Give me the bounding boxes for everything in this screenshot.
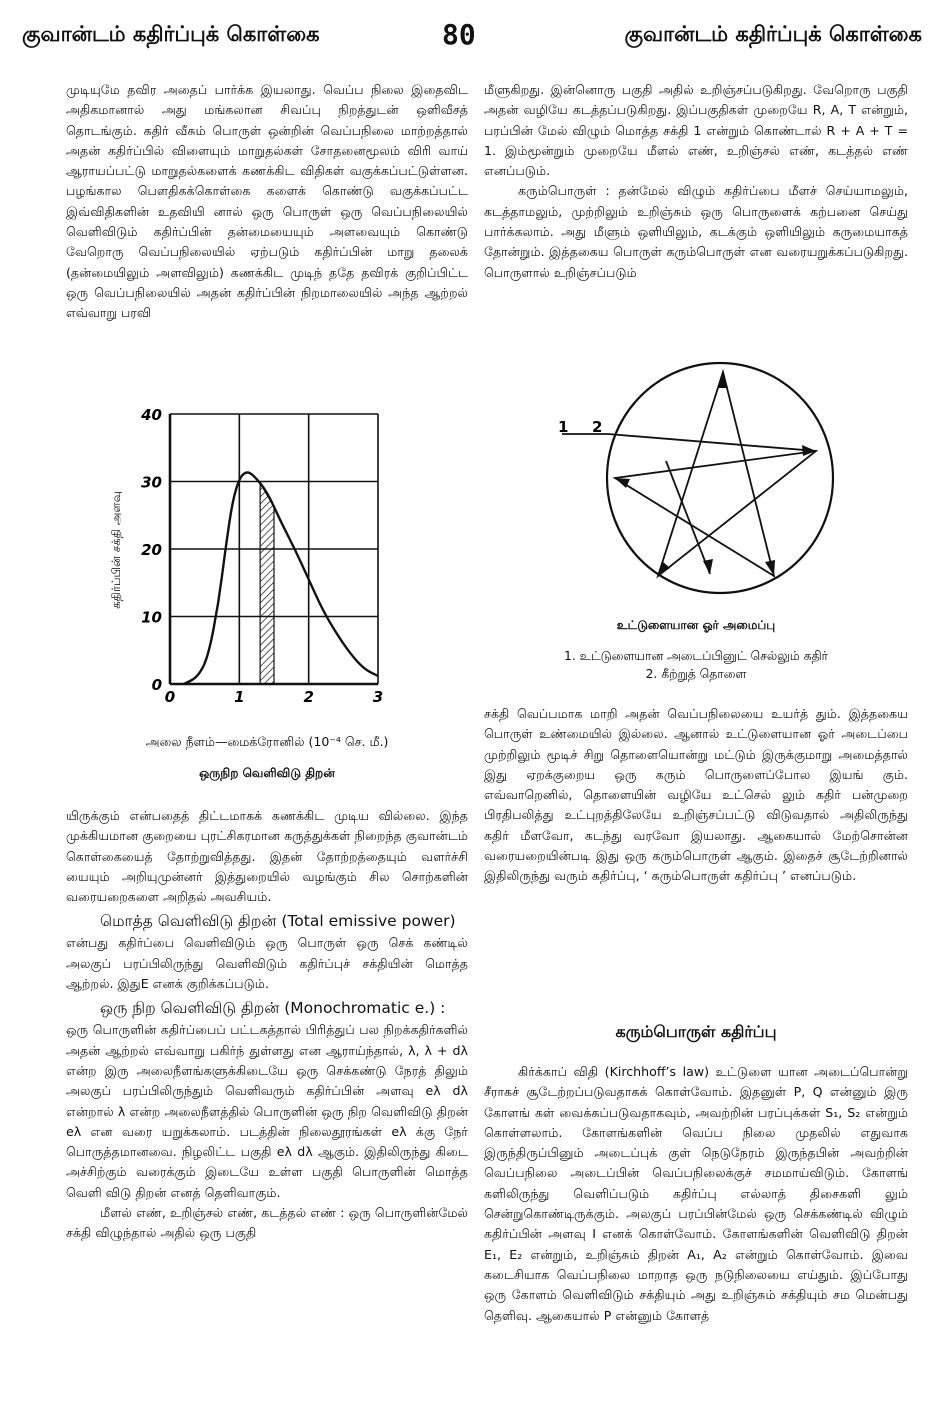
ray-segment: [666, 461, 710, 574]
monochromatic-heading: ஒரு நிற வெளிவிடு திறன் (Monochromatic e.) :: [100, 999, 446, 1018]
header-right-title: குவான்டம் கதிர்ப்புக் கொள்கை: [624, 22, 922, 46]
figure2-legend-1: 1. உட்டுளையான அடைப்பினுட் செல்லும் கதிர்: [564, 649, 828, 663]
x-tick-label: 2: [303, 688, 314, 702]
right-paragraph-3: சக்தி வெப்பமாக மாறி அதன் வெப்பநிலையை உயர்த் தும். இத்தகைய பொருள் உண்மையில் இல்லை. ஆனால் உட்டுளையான ஓர் அடைப்பை முற்றிலும் மூடிச் சிறு தொளையொன்று மட்டும் இருக்குமாறு அமைத்தால் இது ஏறக்குறைய ஒரு கரும் பொருளைப்போல இயங் கும். எவ்வாறெனில், தொளையின் வழியே உட்செல் லும் கதிர் பன்முறை பிரதிபலித்து உட்புறத்திலேயே உறிஞ்சப்பட்டு விடுவதால் அதிலிருந்து கதிர் மீளவோ, கடந்து வரவோ இயலாது. ஆகையால் மேற்சொன்ன வரையறையின்படி இது ஒரு கரும்பொருள் ஆகும். இதைச் சூடேற்றினால் இதிலிருந்து வரும் கதிர்ப்பு, ‘ கரும்பொருள் கதிர்ப்பு ’ எனப்படும்.: [484, 706, 908, 884]
left-column-top: [66, 80, 468, 324]
figure2-caption: உட்டுளையான ஓர் அமைப்பு: [616, 618, 776, 632]
right-column-top: [484, 80, 908, 283]
y-tick-label: 40: [141, 406, 162, 424]
left-paragraph-2: யிருக்கும் என்பதைத் திட்டமாகக் கணக்கிட முடிய வில்லை. இந்த முக்கியமான குறையை புரட்சிகரமான கருத்துக்கள் நிறைந்த குவான்டம் கொள்கையைத் தோற்றுவித்தது. இதன் தோற்றத்தையும் வளர்ச்சி யையும் அறியுமுன்னர் இத்துறையில் வழங்கும் சில சொற்களின் வரையறைகளை அறிதல் அவசியம்.: [66, 808, 468, 905]
right-column-middle: [484, 704, 908, 887]
right-paragraph-1: மீளுகிறது. இன்னொரு பகுதி அதில் உறிஞ்சப்படுகிறது. வேறொரு பகுதி அதன் வழியே கடத்தப்படுகிறது. இப்பகுதிகள் முறையே R, A, T என்றும், பரப்பின் மேல் விழும் மொத்த சக்தி 1 என்றும் கொண்டால் R + A + T = 1. இம்மூன்றும் முறையே மீளல் எண், உறிஞ்சல் எண், கடத்தல் எண் எனப்படும்.: [484, 82, 908, 179]
figure2-legend-2: 2. கீற்றுத் தொளை: [645, 667, 747, 681]
y-tick-label: 10: [141, 608, 162, 627]
y-axis-label: கதிர்ப்பின் சக்தி அளவு: [109, 491, 123, 609]
y-tick-label: 0: [151, 676, 162, 694]
y-tick-label: 30: [141, 473, 162, 492]
shaded-band: [260, 483, 274, 684]
page-number: 80: [442, 18, 476, 51]
label-2: 2: [592, 418, 603, 436]
emission-chart: [100, 402, 420, 702]
left-column-bottom: [66, 806, 468, 1244]
ray-path: [608, 372, 816, 576]
cavity-circle: [607, 363, 833, 593]
arrow-head-icon: [703, 559, 713, 574]
x-tick-label: 0: [164, 688, 176, 702]
figure1-caption: ஒருநிற வெளிவிடு திறன்: [199, 766, 335, 780]
left-paragraph-4: ஒரு பொருளின் கதிர்ப்பைப் பட்டகத்தால் பிரித்துப் பல நிறக்கதிர்களில் அதன் ஆற்றல் எவ்வாறு பகிர்ந் துள்ளது என ஆராய்ந்தால், λ, λ + dλ என்ற இரு அலைநீளங்களுக்கிடையே ஒரு செக்கண்டு நேரத் திலும் அலகுப் பரப்பிலிருந்தும் வெளிவரும் கதிர்ப்பின் அளவு eλ dλ என்றால் λ என்ற அலைநீளத்தில் பொருளின் ஒரு நிற வெளிவிடு திறன் eλ என வரை யறுக்கலாம். படத்தின் நிலைதூரங்கள் eλ க்கு நேர் பொருத்தமானவை. நிழலிட்ட பகுதி eλ dλ ஆகும். இதிலிருந்து கிடை அச்சிற்கும் வரைக்கும் இடையே உள்ள பகுதி பொருளின் மொத்த வெளி விடு திறன் எனத் தெளிவாகும்.: [66, 1022, 468, 1200]
right-paragraph-2: கரும்பொருள் : தன்மேல் விழும் கதிர்ப்பை மீளச் செய்யாமலும், கடத்தாமலும், முற்றிலும் உறிஞ்சும் ஒரு பொருளைக் கற்பனை செய்து பார்க்கலாம். அது மீளும் ஒளியிலும், கடக்கும் ஒளியிலும் கருமையாகத் தோன்றும். இத்தகைய பொருள் கரும்பொருள் என வரையறுக்கப்படுகிறது. பொருளால் உறிஞ்சப்படும்: [484, 183, 908, 280]
cavity-diagram-svg: [540, 348, 870, 608]
label-1: 1: [558, 418, 569, 436]
page-header: [22, 18, 922, 62]
arrow-head-icon: [718, 372, 728, 388]
section-title: கரும்பொருள் கதிர்ப்பு: [615, 1022, 777, 1041]
x-tick-label: 3: [372, 688, 384, 702]
arrow-head-icon: [802, 445, 816, 456]
y-tick-label: 20: [141, 541, 162, 559]
left-paragraph-5: மீளல் எண், உறிஞ்சல் எண், கடத்தல் எண் : ஒரு பொருளின்மேல் சக்தி விழுந்தால் அதில் ஒரு பகுதி: [66, 1205, 468, 1241]
right-column-bottom: [484, 1062, 908, 1326]
figure2-legend: [484, 647, 908, 683]
left-paragraph-3: என்பது கதிர்ப்பை வெளிவிடும் ஒரு பொருள் ஒரு செக் கண்டில் அலகுப் பரப்பிலிருந்து வெளிவிடும் கதிர்ப்புச் சக்தியின் மொத்த ஆற்றல். இதுE எனக் குறிக்கப்படும்.: [66, 935, 468, 992]
header-left-title: குவான்டம் கதிர்ப்புக் கொள்கை: [22, 22, 320, 46]
emission-chart-svg: [100, 402, 420, 702]
right-paragraph-4: கிர்க்காப் விதி (Kirchhoff’s law) உட்டுளை யான அடைப்பொன்று சீராகச் சூடேற்றப்படுவதாகக் கொள்வோம். இதனுள் P, Q என்னும் இரு கோளங் கள் வைக்கப்படுவதாகவும், அவற்றின் பரப்புக்கள் S₁, S₂ என்றும் கொள்ளலாம். கோளங்களின் வெப்ப நிலை முதலில் எதுவாக இருந்திருப்பினும் அடைப்புக் குள் நெடுநேரம் இருந்தபின் அவற்றின் வெப்பநிலை அடைப்பின் வெப்பநிலைக்குச் சமமாய்விடும். கோளங் களிலிருந்து வெளிப்படும் கதிர்ப்பு எல்லாத் திசைகளி லும் சென்றுகொண்டிருக்கும். அலகுப் பரப்பின்மேல் ஒரு செக்கண்டில் விழும் கதிர்ப்பின் அளவு I எனக் கொள்வோம். கோளங்களின் வெளிவிடு திறன் E₁, E₂ என்றும், உறிஞ்சும் திறன் A₁, A₂ என்றும் கொள்வோம். இவை கடைசியாக வெப்பநிலை மாறாத ஒரு நடுநிலையை எய்தும். இப்போது ஒரு கோளம் வெளிவிடும் சக்தியும் அது உறிஞ்சும் சக்தியும் சம மென்பது தெளிவு. ஆகையால் P என்னும் கோளத்: [484, 1064, 908, 1323]
emission-curve: [184, 473, 378, 685]
left-paragraph-1: முடியுமே தவிர அதைப் பார்க்க இயலாது. வெப்ப நிலை இதைவிட அதிகமானால் அது மங்கலான சிவப்பு நிறத்துடன் ஒளிவீசத் தொடங்கும். கதிர் வீசும் பொருள் ஒன்றின் வெப்பநிலை மாற்றத்தால் அதன் கதிர்ப்பில் விளையும் மாறுதல்கள் சோதனைமூலம் விரி வாய் ஆராயப்பட்டு மாறுதல்களைக் கணக்கிட விதிகள் வகுக்கப்பட்டுள்ளன. பழங்கால பௌதிகக்கொள்கை களைக் கொண்டு வகுக்கப்பட்ட இவ்விதிகளின் உதவியி னால் ஒரு பொருள் ஒரு வெப்பநிலையில் வெளிவிடும் கதிர்ப்பின் தன்மையையும் அளவையும் கொண்டு வேறொரு வெப்பநிலையில் ஏற்படும் கதிர்ப்பின் மாறு தலைக் (தன்மையிலும் அளவிலும்) கணக்கிட முடிந் ததே தவிரக் குறிப்பிட்ட ஒரு வெப்பநிலையில் அதன் கதிர்ப்பின் நிறமாலையில் அந்த ஆற்றல் எவ்வாறு பரவி: [66, 82, 468, 321]
x-tick-label: 1: [234, 688, 245, 702]
cavity-diagram: [540, 348, 870, 608]
x-axis-label: அலை நீளம்—மைக்ரோனில் (10⁻⁴ செ. மீ.): [145, 734, 389, 749]
total-emissive-heading: மொத்த வெளிவிடு திறன் (Total emissive power): [100, 912, 456, 931]
